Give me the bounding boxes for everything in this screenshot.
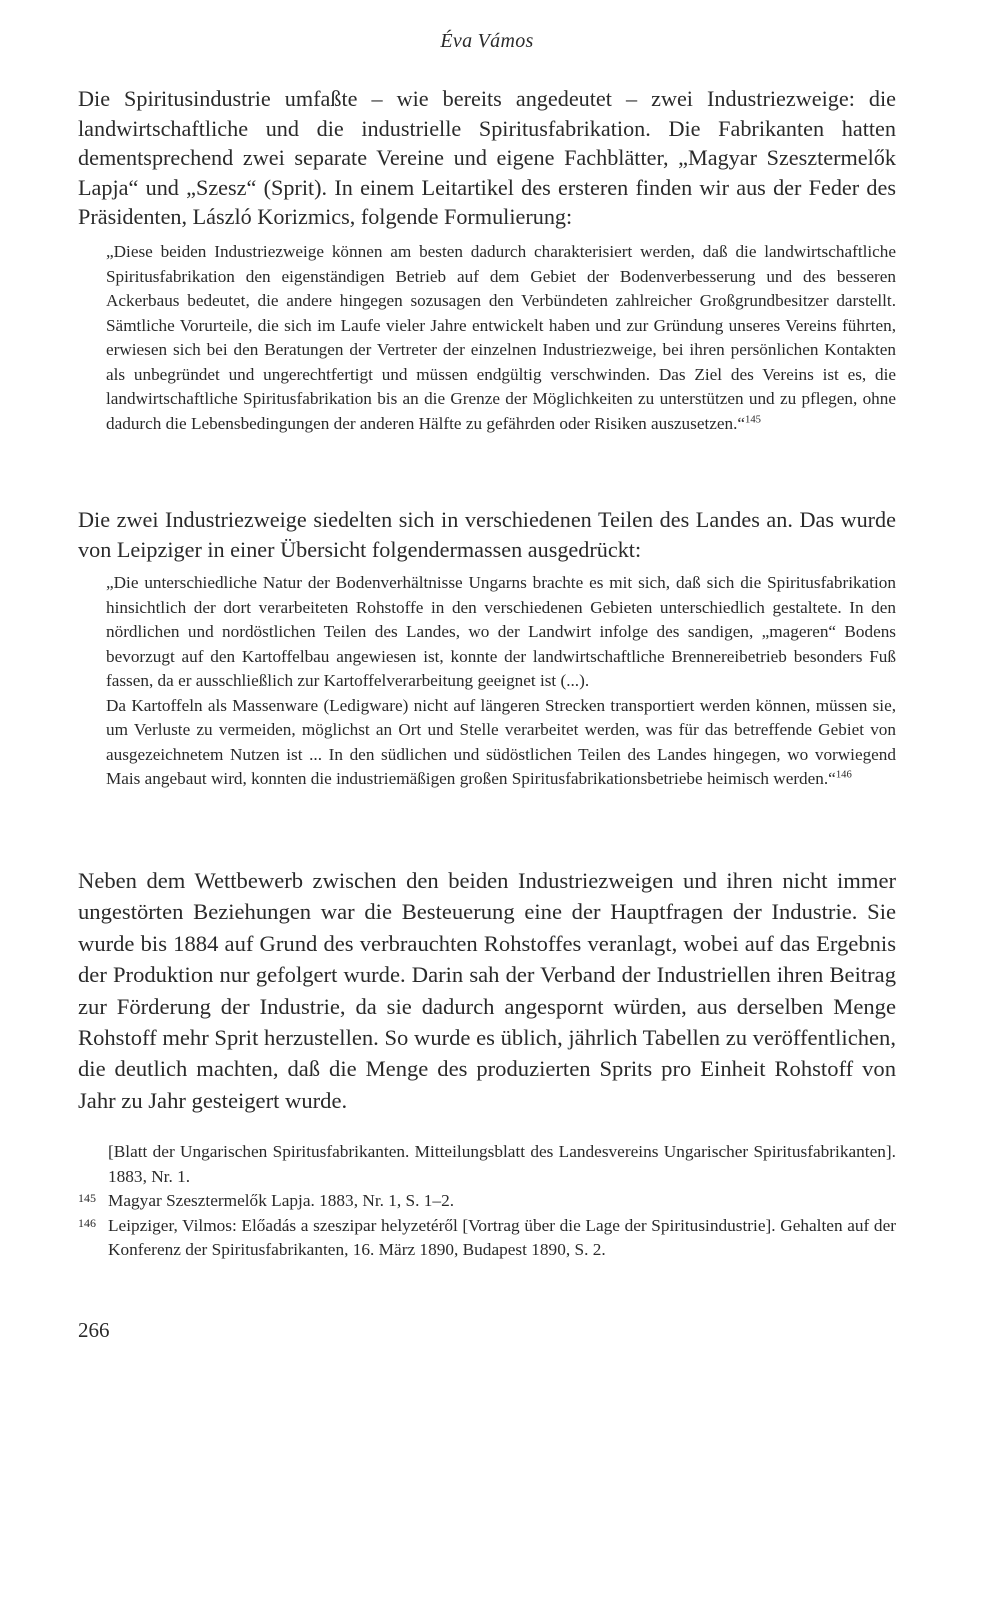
page-number: 266 <box>78 1318 110 1342</box>
quote-text: Da Kartoffeln als Massenware (Ledigware) nicht auf längeren Strecken transportiert werden können, müssen sie, um Verluste zu vermeiden, möglichst an Ort und Stelle verarbeitet werden, was für das betreffende Gebiet von ausgezeichnetem Nutzen ist ... In den südlichen und südöstlichen Teilen des Landes hingegen, wo vorwiegend Mais angebaut wird, konnten die industriemäßigen großen Spiritusfabrikationsbetriebe heimisch werden.“ <box>106 695 896 788</box>
footnote-continued <box>78 1140 896 1189</box>
footnote-text: Leipziger, Vilmos: Előadás a szeszipar helyzetéről [Vortrag über die Lage der Spiritusindustrie]. Gehalten auf der Konferenz der Spiritusfabrikanten, 16. März 1890, Budapest 1890, S. 2. <box>108 1215 896 1259</box>
footnote-146 <box>78 1214 896 1263</box>
footnote-145 <box>78 1189 896 1214</box>
footnote-reference-145: 145 <box>745 413 761 425</box>
running-head-author: Éva Vámos <box>440 30 534 52</box>
quote-text: „Diese beiden Industriezweige können am besten dadurch charakterisiert werden, daß die landwirtschaftliche Spiritusfabrikation den eigenständigen Betrieb auf dem Gebiet der Bodenverbesserung und des besseren Ackerbaus bedeutet, die andere hingegen sozusagen den Verbündeten zahlreicher Großgrundbesitzer darstellt. Sämtliche Vorurteile, die sich im Laufe vieler Jahre entwickelt haben und zur Gründung unseres Vereins führten, erwiesen sich bei den Beratungen der Vertreter der einzelnen Industriezweige, bei ihren persönlichen Kontakten als unbegründet und ungerechtfertigt und müssen endgültig verschwinden. Das Ziel des Vereins ist es, die landwirtschaftliche Spiritusfabrikation bis an die Grenze der Möglichkeiten zu unterstützen und zu pflegen, ohne dadurch die Lebensbedingungen der anderen Hälfte zu gefährden oder Risiken auszusetzen.“ <box>106 242 896 433</box>
body-paragraph-3: Neben dem Wettbewerb zwischen den beiden Industriezweigen und ihren nicht immer ungestörten Beziehungen war die Besteuerung eine der Hauptfragen der Industrie. Sie wurde bis 1884 auf Grund des verbrauchten Rohstoffes veranlagt, wobei auf das Ergebnis der Produktion nur gefolgert wurde. Darin sah der Verband der Industriellen ihren Beitrag zur Förderung der Industrie, da sie dadurch angespornt würden, aus derselben Menge Rohstoff mehr Sprit herzustellen. So wurde es üblich, jährlich Tabellen zu veröffentlichen, die deutlich machten, daß die Menge des produzierten Sprits pro Einheit Rohstoff von Jahr zu Jahr gesteigert wurde. <box>78 868 896 1113</box>
footnote-text: [Blatt der Ungarischen Spiritusfabrikanten. Mitteilungsblatt des Landesvereins Ungarischer Spiritusfabrikanten]. 1883, Nr. 1. <box>108 1142 896 1186</box>
body-paragraph-1: Die Spiritusindustrie umfaßte – wie bereits angedeutet – zwei Industriezweige: die landwirtschaftliche und die industrielle Spiritusfabrikation. Die Fabrikanten hatten dementsprechend zwei separate Vereine und eigene Fachblätter, „Magyar Szesztermelők Lapja“ und „Szesz“ (Sprit). In einem Leitartikel des ersteren finden wir aus der Feder des Präsidenten, László Korizmics, folgende Formulierung: <box>78 86 896 229</box>
footnote-number: 145 <box>78 1191 96 1205</box>
footnote-text: Magyar Szesztermelők Lapja. 1883, Nr. 1, S. 1–2. <box>108 1191 455 1210</box>
block-quote-korizmics <box>106 240 896 436</box>
footnote-reference-146: 146 <box>835 769 852 781</box>
footnotes <box>78 1140 896 1263</box>
quote-paragraph-1: „Die unterschiedliche Natur der Bodenverhältnisse Ungarns brachte es mit sich, daß sich die Spiritusfabrikation hinsichtlich der dort verarbeiteten Rohstoffe in den verschiedenen Gebieten unterschiedlich gestaltete. In den nördlichen und nordöstlichen Teilen des Landes, wo der Landwirt infolge des sandigen, „mageren“ Bodens bevorzugt auf den Kartoffelbau angewiesen ist, konnte der landwirtschaftliche Brennereibetrieb besonders Fuß fassen, da er ausschließlich zur Kartoffelverarbeitung geeignet ist (...). <box>106 573 896 690</box>
body-paragraph-2: Die zwei Industriezweige siedelten sich in verschiedenen Teilen des Landes an. Das wurde von Leipziger in einer Übersicht folgendermassen ausgedrückt: <box>78 507 896 562</box>
book-page <box>78 0 896 1620</box>
footnote-number: 146 <box>78 1215 96 1230</box>
quote-paragraph-2 <box>106 694 896 792</box>
quote-paragraph <box>106 240 896 436</box>
block-quote-leipziger <box>106 571 896 792</box>
